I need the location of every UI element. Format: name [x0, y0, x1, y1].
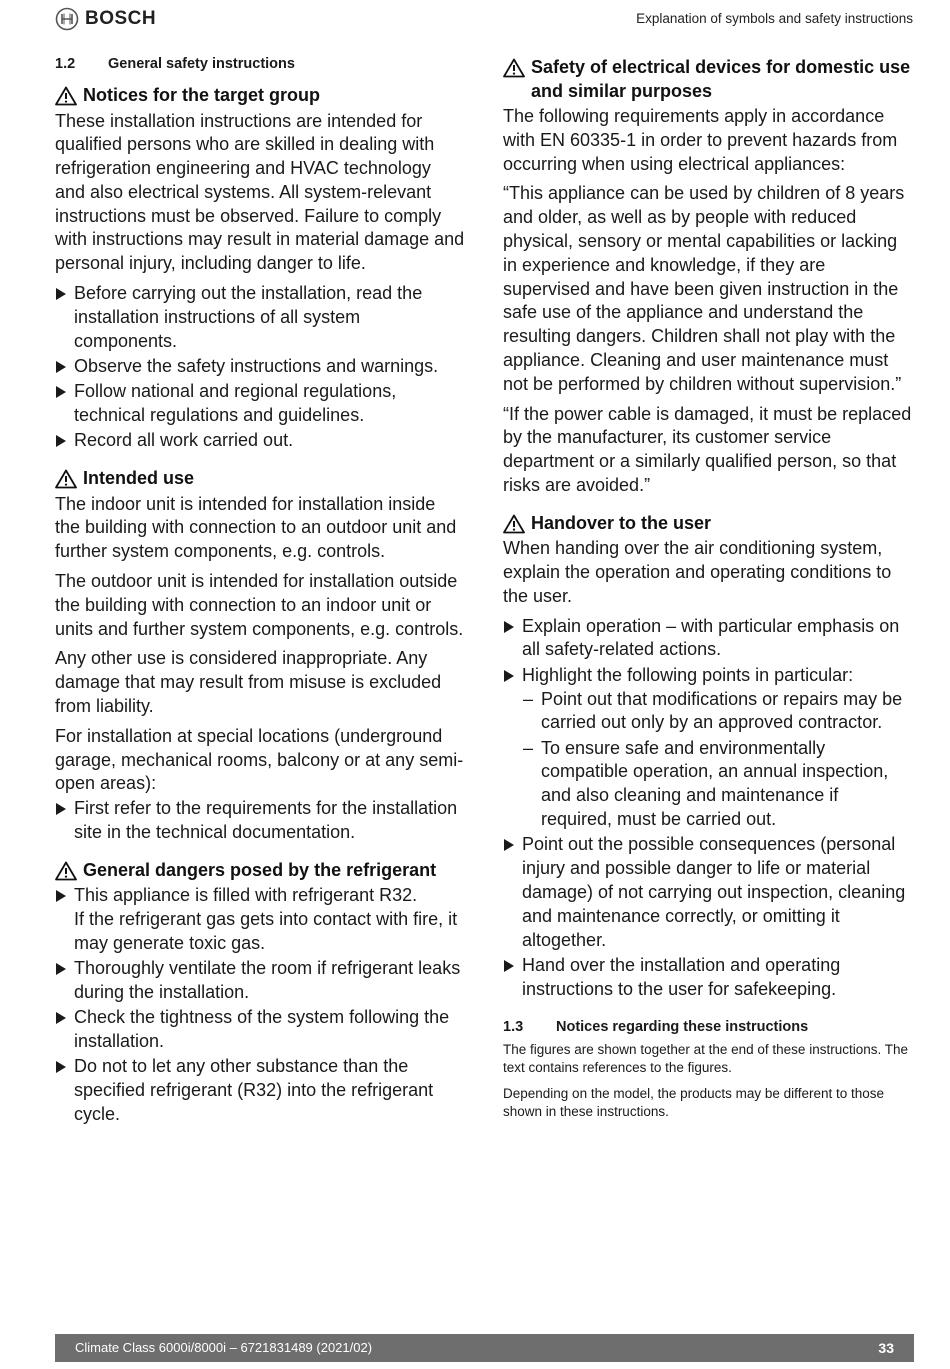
body-paragraph: When handing over the air conditioning system, explain the operation and operating conditions to the user.	[503, 538, 892, 606]
warning-heading-refrigerant	[55, 859, 465, 883]
body-paragraph: “If the power cable is damaged, it must be replaced by the manufacturer, its customer service department or a similarly qualified person, so that risks are avoided.”	[503, 403, 912, 495]
left-column	[55, 56, 465, 1141]
body-paragraph: The outdoor unit is intended for installation outside the building with connection to an indoor unit or units and further system components, e.g. controls.	[55, 571, 464, 639]
list-item: Do not to let any other substance than the specified refrigerant (R32) into the refrigerant cycle.	[55, 1055, 465, 1126]
triangle-bullet-icon	[504, 670, 514, 682]
right-column	[503, 56, 913, 1129]
bullet-list	[55, 884, 465, 1126]
list-item: Before carrying out the installation, read the installation instructions of all system components.	[55, 282, 465, 353]
small-paragraph: Depending on the model, the products may be different to those shown in these instructions.	[503, 1086, 884, 1120]
triangle-bullet-icon	[56, 963, 66, 975]
list-item: Highlight the following points in particular: – Point out that modifications or repairs may be carried out only by an approved contractor. – To ensure safe and environmentally compatible operation, an annual inspection, and also cleaning and maintenance if required, must be carried out.	[503, 664, 913, 832]
warning-triangle-icon	[55, 469, 77, 489]
triangle-bullet-icon	[504, 960, 514, 972]
body-paragraph: For installation at special locations (underground garage, mechanical rooms, balcony or at any semi-open areas):	[55, 725, 464, 794]
bullet-list	[55, 797, 465, 845]
warning-heading-target-group	[55, 84, 465, 108]
list-item: Observe the safety instructions and warnings.	[55, 355, 465, 379]
warning-triangle-icon	[55, 861, 77, 881]
list-item: Follow national and regional regulations, technical regulations and guidelines.	[55, 380, 465, 428]
warning-title: Intended use	[83, 468, 195, 489]
warning-heading-electrical	[503, 56, 913, 103]
warning-title: General dangers posed by the refrigerant	[83, 859, 437, 880]
warning-title: Safety of electrical devices for domestic use and similar purposes	[531, 57, 911, 101]
small-paragraph: The figures are shown together at the end of these instructions. The text contains references to the figures.	[503, 1042, 908, 1076]
warning-heading-handover	[503, 512, 913, 536]
triangle-bullet-icon	[56, 890, 66, 902]
bosch-logo-icon	[55, 7, 79, 31]
warning-title: Notices for the target group	[83, 85, 321, 105]
triangle-bullet-icon	[56, 288, 66, 300]
list-item: Check the tightness of the system following the installation.	[55, 1006, 465, 1054]
triangle-bullet-icon	[56, 435, 66, 447]
body-paragraph: The indoor unit is intended for installation inside the building with connection to an outdoor unit and further system components, e.g. controls.	[55, 493, 457, 562]
dash-list	[522, 688, 913, 832]
dash-item: – To ensure safe and environmentally compatible operation, an annual inspection, and also cleaning and maintenance if required, must be carried out.	[523, 737, 889, 830]
list-item: Record all work carried out.	[55, 429, 465, 453]
dash-item: – Point out that modifications or repairs may be carried out only by an approved contractor.	[523, 688, 903, 733]
page-footer	[55, 1334, 914, 1362]
section-title: Notices regarding these instructions	[556, 1019, 809, 1036]
warning-heading-intended-use	[55, 467, 465, 491]
section-heading	[55, 56, 465, 72]
section-heading	[503, 1019, 913, 1035]
triangle-bullet-icon	[56, 1061, 66, 1073]
section-title: General safety instructions	[108, 56, 295, 72]
list-item: Thoroughly ventilate the room if refrigerant leaks during the installation.	[55, 957, 465, 1005]
triangle-bullet-icon	[504, 839, 514, 851]
body-paragraph: Any other use is considered inappropriate. Any damage that may result from misuse is excluded from liability.	[55, 648, 442, 717]
header-title: Explanation of symbols and safety instructions	[636, 11, 913, 26]
list-item: Explain operation – with particular emphasis on all safety-related actions.	[503, 615, 913, 663]
body-paragraph: These installation instructions are intended for qualified persons who are skilled in dealing with refrigeration engineering and HVAC technology and also electrical systems. All system-relevant instructions must be observed. Failure to comply with instructions may result in material damage and personal injury, including danger to life.	[55, 110, 465, 274]
list-item: Point out the possible consequences (personal injury and possible danger to life or material damage) of not carrying out inspection, cleaning and maintenance correctly, or omitting it altogether.	[503, 833, 913, 952]
bullet-list	[55, 282, 465, 453]
triangle-bullet-icon	[56, 361, 66, 373]
triangle-bullet-icon	[504, 621, 514, 633]
list-item: First refer to the requirements for the installation site in the technical documentation.	[55, 797, 465, 845]
warning-triangle-icon	[55, 86, 77, 106]
brand-logo	[55, 7, 156, 31]
warning-title: Handover to the user	[531, 512, 712, 533]
page-number: 33	[878, 1340, 894, 1356]
body-paragraph: “This appliance can be used by children of 8 years and older, as well as by people with reduced physical, sensory or mental capabilities or lacking in experience and knowledge, if they are supervised and have been given instruction in the safe use of the appliance and understand the resulting dangers. Children shall not play with the appliance. Cleaning and user maintenance must not be performed by children without supervision.”	[503, 183, 905, 394]
triangle-bullet-icon	[56, 803, 66, 815]
page-header	[0, 0, 950, 40]
body-paragraph: The following requirements apply in accordance with EN 60335-1 in order to prevent hazards from occurring when using electrical appliances:	[503, 106, 898, 174]
list-item: This appliance is filled with refrigerant R32. If the refrigerant gas gets into contact with fire, it may generate toxic gas.	[55, 884, 465, 955]
triangle-bullet-icon	[56, 1012, 66, 1024]
warning-triangle-icon	[503, 514, 525, 534]
triangle-bullet-icon	[56, 386, 66, 398]
brand-name: BOSCH	[85, 8, 157, 29]
section-number: 1.3	[503, 1019, 524, 1036]
bullet-list	[503, 615, 913, 1002]
section-number: 1.2	[55, 56, 76, 72]
footer-document-id: Climate Class 6000i/8000i – 6721831489 (2021/02)	[75, 1340, 373, 1355]
list-item: Hand over the installation and operating instructions to the user for safekeeping.	[503, 954, 913, 1002]
warning-triangle-icon	[503, 58, 525, 78]
